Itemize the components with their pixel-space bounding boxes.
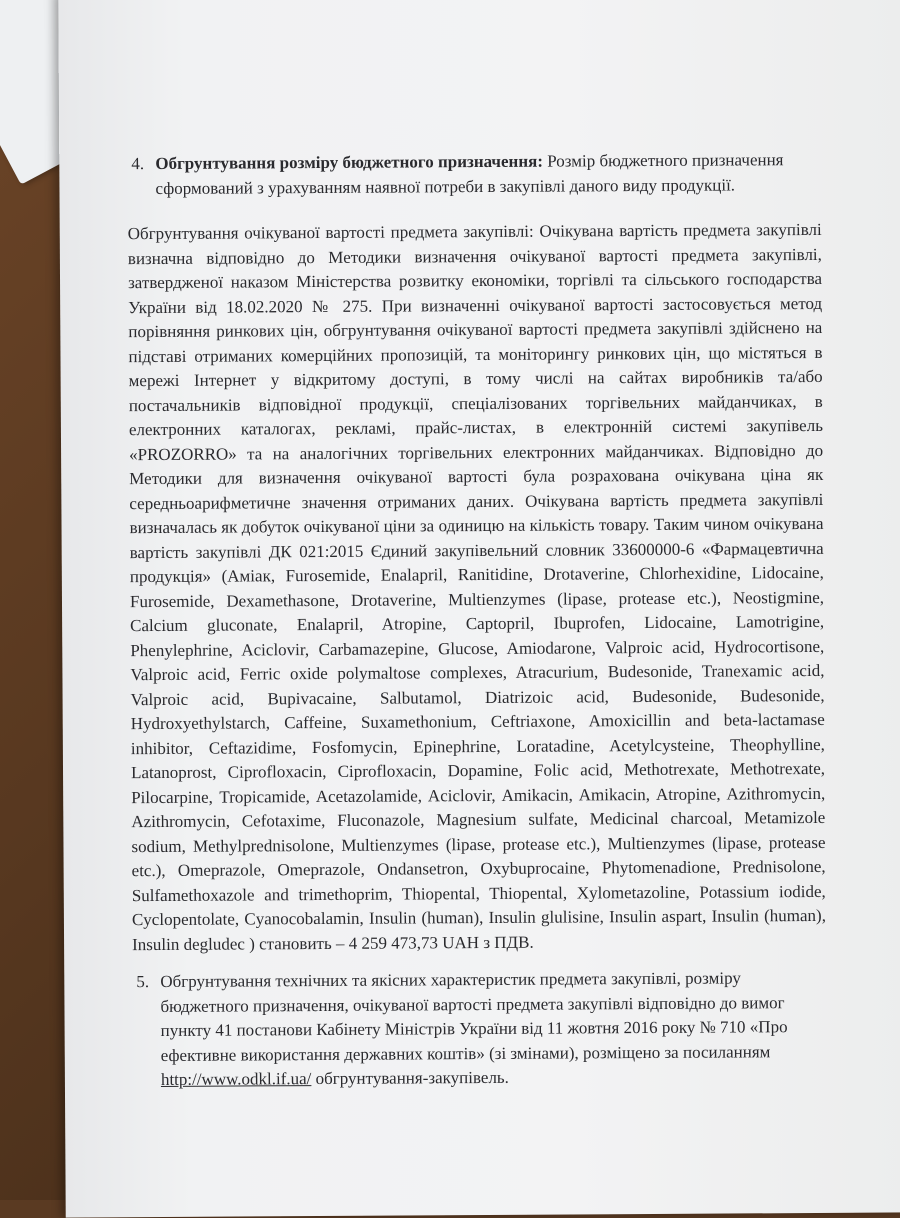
- section-5-number: 5.: [136, 972, 150, 992]
- section-5: [132, 966, 833, 1093]
- section-4: [127, 148, 827, 201]
- section-4-body: [155, 148, 827, 201]
- section-5-text: Обгрунтування технічних та якісних характеристик предмета закупівлі, розміру бюджетного призначення, очікуваної вартості предмета закупівлі відповідно до вимог пункту 41 постанови Кабінету Міністрів України від 11 жовтня 2016 року № 710 «Про ефективне використання державних коштів» (зі змінами), розміщено за посиланням: [160, 968, 788, 1065]
- section-4-heading: Обгрунтування розміру бюджетного призначення:: [155, 151, 544, 174]
- section-5-link-suffix: обгрунтування-закупівель.: [311, 1067, 509, 1089]
- section-4-number: 4.: [131, 154, 145, 174]
- section-5-body: [160, 966, 833, 1093]
- document-page: [58, 0, 900, 1218]
- section-4-text: Розмір бюджетного призначення сформований з урахуванням наявної потреби в закупівлі даного виду продукції.: [155, 150, 784, 198]
- odkl-link[interactable]: http://www.odkl.if.ua/: [160, 1069, 312, 1089]
- expected-cost-paragraph: Обгрунтування очікуваної вартості предмета закупівлі: Очікувана вартість предмета закупівлі визначна відповідно до Методики визначення очікуваної вартості предмета закупівлі, затвердженої наказом Міністерства розвитку економіки, торгівлі та сільського господарства України від 18.02.2020 № 275. При визначенні очікуваної вартості застосовується метод порівняння ринкових цін, обгрунтування очікуваної вартості предмета закупівлі здійснено на підставі отриманих комерційних пропозицій, та моніторингу ринкових цін, що містяться в мережі Інтернет у відкритому доступі, в тому числі на сайтах виробників та/або постачальників відповідної продукції, спеціалізованих торгівельних майданчиках, в електронних каталогах, рекламі, прайс-листах, в електронній системі закупівель «PROZORRO» та на аналогічних торгівельних електронних майданчиках. Відповідно до Методики для визначення очікуваної вартості була розрахована очікувана ціна як середньоарифметичне значення отриманих даних. Очікувана вартість предмета закупівлі визначалась як добуток очікуваної ціни за одиницю на кількість товару. Таким чином очікувана вартість закупівлі ДК 021:2015 Єдиний закупівельний словник 33600000-6 «Фармацевтична продукція» (Аміак, Furosemide, Enalapril, Ranitidine, Drotaverine, Chlorhexidine, Lidocaine, Furosemide, Dexamethasone, Drotaverine, Multienzymes (lipase, protease etc.), Neostigmine, Calcium gluconate, Enalapril, Atropine, Captopril, Ibuprofen, Lidocaine, Lamotrigine, Phenylephrine, Aciclovir, Carbamazepine, Glucose, Amiodarone, Valproic acid, Hydrocortisone, Valproic acid, Ferric oxide polymaltose complexes, Atracurium, Budesonide, Tranexamic acid, Valproic acid, Bupivacaine, Salbutamol, Diatrizoic acid, Budesonide, Budesonide, Hydroxyethylstarch, Caffeine, Suxamethonium, Ceftriaxone, Amoxicillin and beta-lactamase inhibitor, Ceftazidime, Fosfomycin, Epinephrine, Loratadine, Acetylcysteine, Theophylline, Latanoprost, Ciprofloxacin, Ciprofloxacin, Dopamine, Folic acid, Methotrexate, Methotrexate, Pilocarpine, Tropicamide, Acetazolamide, Aciclovir, Amikacin, Amikacin, Atropine, Azithromycin, Azithromycin, Cefotaxime, Fluconazole, Magnesium sulfate, Medicinal charcoal, Metamizole sodium, Methylprednisolone, Multienzymes (lipase, protease etc.), Multienzymes (lipase, protease etc.), Omeprazole, Omeprazole, Ondansetron, Oxybuprocaine, Phytomenadione, Prednisolone, Sulfamethoxazole and trimethoprim, Thiopental, Thiopental, Xylometazoline, Potassium iodide, Cyclopentolate, Cyanocobalamin, Insulin (human), Insulin glulisine, Insulin aspart, Insulin (human), Insulin degludec ) становить – 4 259 473,73 UAH з ПДВ.: [127, 219, 826, 954]
